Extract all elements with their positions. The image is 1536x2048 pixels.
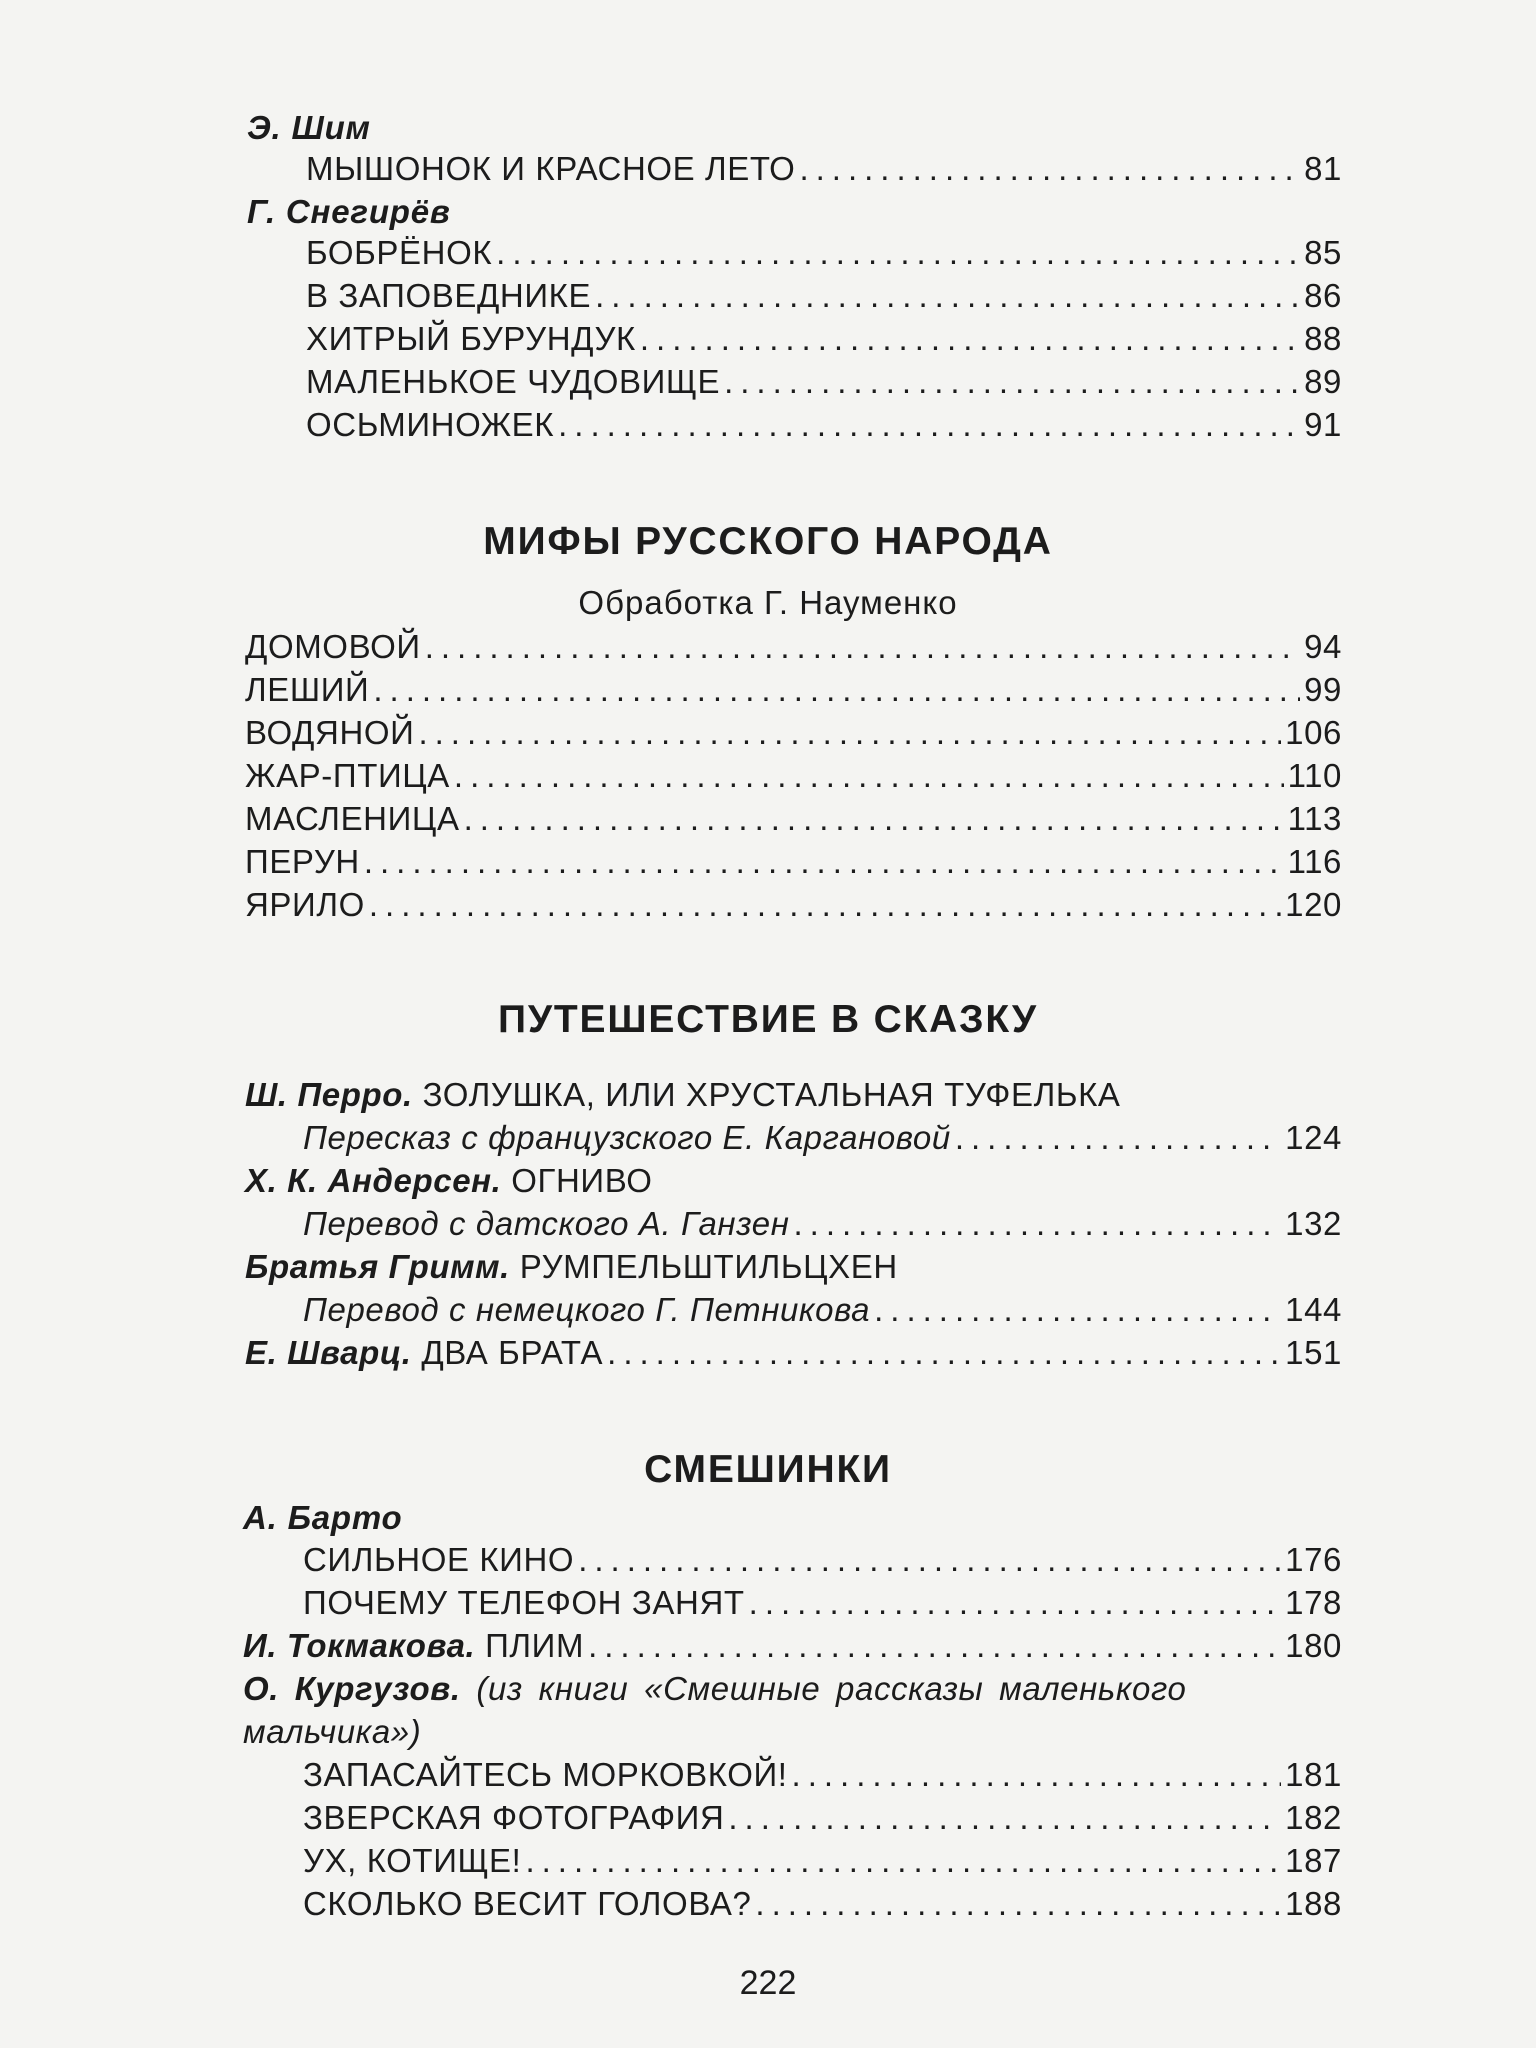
leader-dots bbox=[578, 1540, 1281, 1580]
entry-title: ЗАПАСАЙТЕСЬ МОРКОВКОЙ! bbox=[303, 1756, 788, 1793]
toc-entry[interactable] bbox=[303, 1841, 1342, 1881]
entry-title: УХ, КОТИЩЕ! bbox=[303, 1842, 522, 1879]
entry-author: О. Кургузов. bbox=[243, 1670, 461, 1707]
toc-entry[interactable] bbox=[245, 627, 1342, 667]
leader-dots bbox=[454, 756, 1284, 796]
entry-page: 85 bbox=[1304, 234, 1342, 271]
toc-author-title-line bbox=[245, 1247, 898, 1287]
leader-dots bbox=[749, 1583, 1281, 1623]
author-barto: А. Барто bbox=[243, 1499, 403, 1536]
leader-dots bbox=[373, 670, 1300, 710]
leader-dots bbox=[595, 276, 1300, 316]
entry-page: 180 bbox=[1285, 1627, 1342, 1664]
entry-title: СКОЛЬКО ВЕСИТ ГОЛОВА? bbox=[303, 1885, 752, 1922]
entry-title: ХИТРЫЙ БУРУНДУК bbox=[306, 320, 636, 357]
leader-dots bbox=[724, 362, 1300, 402]
toc-entry[interactable] bbox=[245, 799, 1342, 839]
entry-title: ОГНИВО bbox=[511, 1162, 653, 1199]
entry-translation-note: Перевод с датского А. Ганзен bbox=[303, 1205, 790, 1242]
leader-dots bbox=[418, 713, 1281, 753]
entry-page: 176 bbox=[1285, 1541, 1342, 1578]
leader-dots bbox=[364, 842, 1284, 882]
entry-author: И. Токмакова. bbox=[243, 1627, 476, 1664]
leader-dots bbox=[640, 319, 1300, 359]
entry-page: 110 bbox=[1287, 757, 1342, 794]
entry-page: 88 bbox=[1304, 320, 1342, 357]
entry-page: 151 bbox=[1285, 1334, 1342, 1371]
toc-entry[interactable] bbox=[245, 756, 1342, 796]
entry-title: ДВА БРАТА bbox=[421, 1334, 604, 1371]
entry-page: 106 bbox=[1285, 714, 1342, 751]
toc-entry[interactable] bbox=[303, 1884, 1342, 1924]
entry-title: МАЛЕНЬКОЕ ЧУДОВИЩЕ bbox=[306, 363, 721, 400]
entry-page: 86 bbox=[1304, 277, 1342, 314]
entry-translation-note: Перевод с немецкого Г. Петникова bbox=[303, 1291, 871, 1328]
entry-page: 81 bbox=[1304, 150, 1342, 187]
book-title-line-2: мальчика») bbox=[243, 1713, 422, 1750]
entry-author-title bbox=[245, 1333, 603, 1373]
toc-entry[interactable] bbox=[243, 1626, 1342, 1666]
author-shim: Э. Шим bbox=[247, 109, 371, 146]
toc-entry[interactable] bbox=[303, 1204, 1342, 1244]
entry-page: 188 bbox=[1285, 1885, 1342, 1922]
entry-page: 99 bbox=[1304, 671, 1342, 708]
entry-title: РУМПЕЛЬШТИЛЬЦХЕН bbox=[519, 1248, 898, 1285]
entry-title: ВОДЯНОЙ bbox=[245, 714, 415, 751]
toc-entry[interactable] bbox=[303, 1118, 1342, 1158]
leader-dots bbox=[496, 233, 1300, 273]
entry-page: 182 bbox=[1285, 1799, 1342, 1836]
toc-entry[interactable] bbox=[306, 319, 1342, 359]
entry-page: 144 bbox=[1285, 1291, 1342, 1328]
toc-entry[interactable] bbox=[245, 713, 1342, 753]
entry-page: 116 bbox=[1287, 843, 1342, 880]
toc-entry[interactable] bbox=[303, 1540, 1342, 1580]
leader-dots bbox=[588, 1626, 1281, 1666]
entry-title: ЯРИЛО bbox=[245, 886, 365, 923]
entry-title: ПЕРУН bbox=[245, 843, 360, 880]
entry-title: ПЛИМ bbox=[485, 1627, 585, 1664]
leader-dots bbox=[369, 885, 1281, 925]
entry-page: 181 bbox=[1285, 1756, 1342, 1793]
toc-entry[interactable] bbox=[306, 233, 1342, 273]
entry-page: 124 bbox=[1285, 1119, 1342, 1156]
author-snegirev: Г. Снегирёв bbox=[247, 193, 451, 230]
entry-title: ЗОЛУШКА, ИЛИ ХРУСТАЛЬНАЯ ТУФЕЛЬКА bbox=[422, 1076, 1121, 1113]
toc-entry[interactable] bbox=[306, 276, 1342, 316]
entry-translation-note: Пересказ с французского Е. Каргановой bbox=[303, 1119, 951, 1156]
leader-dots bbox=[464, 799, 1284, 839]
entry-title: МЫШОНОК И КРАСНОЕ ЛЕТО bbox=[306, 150, 796, 187]
entry-author: Братья Гримм. bbox=[245, 1248, 510, 1285]
toc-author-title-line bbox=[245, 1161, 653, 1201]
entry-author-title bbox=[243, 1626, 584, 1666]
entry-page: 178 bbox=[1285, 1584, 1342, 1621]
leader-dots bbox=[755, 1884, 1281, 1924]
book-title-line-1: (из книги «Смешные рассказы маленького bbox=[476, 1670, 1187, 1707]
leader-dots bbox=[728, 1798, 1281, 1838]
section-heading-funny: СМЕШИНКИ bbox=[644, 1448, 892, 1491]
toc-entry[interactable] bbox=[303, 1583, 1342, 1623]
leader-dots bbox=[793, 1204, 1281, 1244]
toc-entry[interactable] bbox=[303, 1755, 1342, 1795]
toc-entry[interactable] bbox=[306, 405, 1342, 445]
section-heading-journey: ПУТЕШЕСТВИЕ В СКАЗКУ bbox=[498, 998, 1038, 1041]
toc-entry[interactable] bbox=[245, 1333, 1342, 1373]
entry-title: В ЗАПОВЕДНИКЕ bbox=[306, 277, 592, 314]
entry-title: ЗВЕРСКАЯ ФОТОГРАФИЯ bbox=[303, 1799, 725, 1836]
toc-entry[interactable] bbox=[306, 149, 1342, 189]
entry-page: 120 bbox=[1285, 886, 1342, 923]
toc-author-title-line bbox=[245, 1075, 1121, 1115]
toc-entry[interactable] bbox=[245, 885, 1342, 925]
section-subheading-myths: Обработка Г. Науменко bbox=[578, 584, 958, 621]
page-number: 222 bbox=[739, 1964, 797, 2002]
toc-entry[interactable] bbox=[303, 1798, 1342, 1838]
entry-page: 94 bbox=[1304, 628, 1342, 665]
leader-dots bbox=[955, 1118, 1281, 1158]
entry-author: Х. К. Андерсен. bbox=[245, 1162, 502, 1199]
entry-title: ПОЧЕМУ ТЕЛЕФОН ЗАНЯТ bbox=[303, 1584, 745, 1621]
toc-entry[interactable] bbox=[306, 362, 1342, 402]
entry-page: 89 bbox=[1304, 363, 1342, 400]
entry-page: 187 bbox=[1285, 1842, 1342, 1879]
entry-title: ЖАР-ПТИЦА bbox=[245, 757, 450, 794]
entry-title: СИЛЬНОЕ КИНО bbox=[303, 1541, 575, 1578]
section-heading-myths: МИФЫ РУССКОГО НАРОДА bbox=[483, 520, 1053, 563]
leader-dots bbox=[425, 627, 1300, 667]
toc-author-book-line bbox=[243, 1669, 1186, 1709]
toc-entry[interactable] bbox=[245, 670, 1342, 710]
leader-dots bbox=[799, 149, 1300, 189]
leader-dots bbox=[558, 405, 1300, 445]
entry-author: Ш. Перро. bbox=[245, 1076, 413, 1113]
entry-page: 132 bbox=[1285, 1205, 1342, 1242]
entry-page: 91 bbox=[1304, 406, 1342, 443]
entry-page: 113 bbox=[1287, 800, 1342, 837]
entry-title: ОСЬМИНОЖЕК bbox=[306, 406, 555, 443]
leader-dots bbox=[607, 1333, 1281, 1373]
leader-dots bbox=[792, 1755, 1282, 1795]
entry-title: ДОМОВОЙ bbox=[245, 628, 421, 665]
entry-title: БОБРЁНОК bbox=[306, 234, 493, 271]
entry-author: Е. Шварц. bbox=[245, 1334, 412, 1371]
leader-dots bbox=[874, 1290, 1281, 1330]
leader-dots bbox=[525, 1841, 1281, 1881]
toc-entry[interactable] bbox=[245, 842, 1342, 882]
entry-title: ЛЕШИЙ bbox=[245, 671, 370, 708]
toc-entry[interactable] bbox=[303, 1290, 1342, 1330]
entry-title: МАСЛЕНИЦА bbox=[245, 800, 460, 837]
